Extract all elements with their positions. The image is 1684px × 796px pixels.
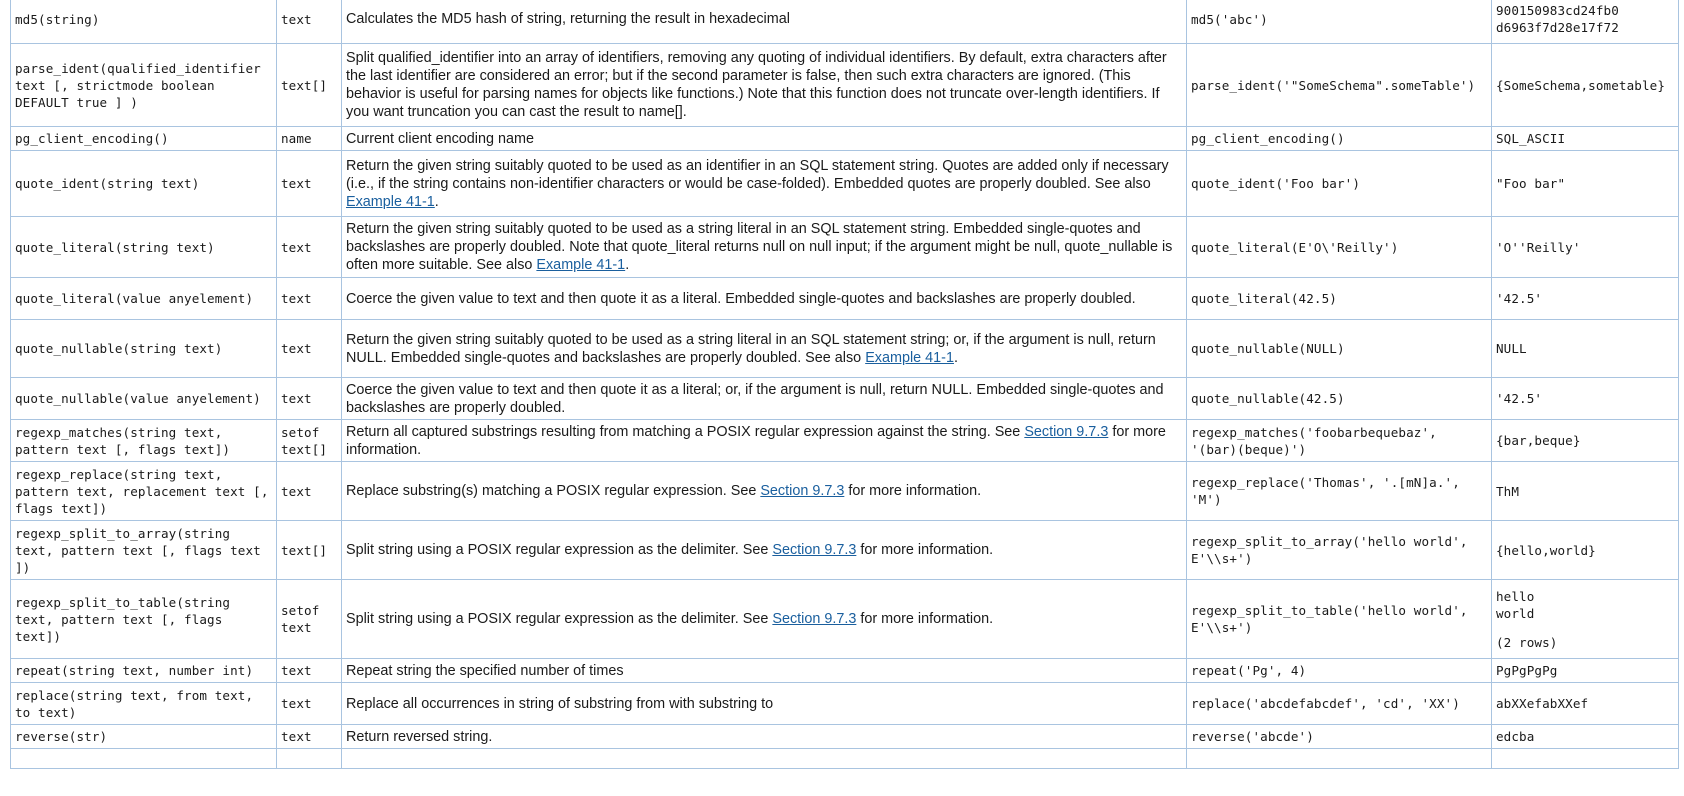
result-cell: edcba <box>1492 725 1679 749</box>
description-text-after: for more information. <box>856 542 994 558</box>
example-cell: reverse('abcde') <box>1187 725 1492 749</box>
description-cell: Coerce the given value to text and then quote it as a literal; or, if the argument is null, return NULL. Embedded single-quotes and backslashes are properly doubled. <box>342 378 1187 420</box>
example-link[interactable]: Example 41-1 <box>536 257 626 273</box>
table-row <box>11 749 1679 769</box>
return-type-cell: text <box>277 217 342 278</box>
table-row <box>11 44 1679 127</box>
description-text: Return the given string suitably quoted to be used as a string literal in an SQL statement string. Embedded single-quotes and backslashes are properly doubled. Note that quote_literal returns null on null input; if the argument might be null, quote_nullable is often more suitable. See also <box>346 221 1173 273</box>
function-cell: quote_ident(string text) <box>11 151 277 217</box>
description-cell: Calculates the MD5 hash of string, returning the result in hexadecimal <box>342 0 1187 44</box>
description-text: Return the given string suitably quoted to be used as a string literal in an SQL statement string; or, if the argument is null, return NULL. Embedded single-quotes and backslashes are properly doubled. See also <box>346 331 1156 366</box>
function-cell: reverse(str) <box>11 725 277 749</box>
description-text-after: for more information. <box>856 611 994 627</box>
description-text-after: for more information. <box>346 423 1166 458</box>
return-type-cell: text[] <box>277 44 342 127</box>
result-cell: "Foo bar" <box>1492 151 1679 217</box>
function-cell: quote_literal(string text) <box>11 217 277 278</box>
table-row <box>11 580 1679 659</box>
example-cell: quote_literal(E'O\'Reilly') <box>1187 217 1492 278</box>
result-cell: SQL_ASCII <box>1492 127 1679 151</box>
return-type-cell: setof text <box>277 580 342 659</box>
result-cell: NULL <box>1492 320 1679 378</box>
table-row <box>11 659 1679 683</box>
result-cell: '42.5' <box>1492 278 1679 320</box>
description-cell: Return reversed string. <box>342 725 1187 749</box>
function-cell: pg_client_encoding() <box>11 127 277 151</box>
function-cell: md5(string) <box>11 0 277 44</box>
function-cell: regexp_split_to_array(string text, pattern text [, flags text ]) <box>11 521 277 580</box>
return-type-cell: text <box>277 725 342 749</box>
example-cell: repeat('Pg', 4) <box>1187 659 1492 683</box>
description-text: Return all captured substrings resulting from matching a POSIX regular expression against the string. See <box>346 423 1025 440</box>
function-cell: replace(string text, from text, to text) <box>11 683 277 725</box>
function-cell: regexp_matches(string text, pattern text [, flags text]) <box>11 420 277 462</box>
example-cell: regexp_replace('Thomas', '.[mN]a.', 'M') <box>1187 462 1492 521</box>
result-cell: 900150983cd24fb0 d6963f7d28e17f72 <box>1492 0 1679 44</box>
function-cell: repeat(string text, number int) <box>11 659 277 683</box>
table-row <box>11 378 1679 420</box>
table-row <box>11 320 1679 378</box>
return-type-cell: text[] <box>277 521 342 580</box>
function-cell: regexp_split_to_table(string text, pattern text [, flags text]) <box>11 580 277 659</box>
section-link[interactable]: Section 9.7.3 <box>1024 423 1109 440</box>
example-cell: quote_literal(42.5) <box>1187 278 1492 320</box>
result-cell: {SomeSchema,sometable} <box>1492 44 1679 127</box>
return-type-cell: text <box>277 378 342 420</box>
description-cell: Return the given string suitably quoted to be used as a string literal in an SQL statement string; or, if the argument is null, return NULL. Embedded single-quotes and backslashes are properly doubled. See also Example 41-1. <box>342 320 1187 378</box>
result-cell: ThM <box>1492 462 1679 521</box>
return-type-cell: text <box>277 462 342 521</box>
example-cell: pg_client_encoding() <box>1187 127 1492 151</box>
string-functions-table <box>10 0 1679 769</box>
table-row <box>11 725 1679 749</box>
section-link[interactable]: Section 9.7.3 <box>772 611 857 627</box>
example-cell: regexp_split_to_table('hello world', E'\\s+') <box>1187 580 1492 659</box>
example-cell: replace('abcdefabcdef', 'cd', 'XX') <box>1187 683 1492 725</box>
result-cell: PgPgPgPg <box>1492 659 1679 683</box>
table-row <box>11 683 1679 725</box>
return-type-cell: text <box>277 320 342 378</box>
description-cell: Return the given string suitably quoted to be used as a string literal in an SQL statement string. Embedded single-quotes and backslashes are properly doubled. Note that quote_literal returns null on null input; if the argument might be null, quote_nullable is often more suitable. See also Example 41-1. <box>342 217 1187 278</box>
section-link[interactable]: Section 9.7.3 <box>772 542 857 558</box>
description-cell <box>342 462 1187 521</box>
description-cell: Current client encoding name <box>342 127 1187 151</box>
table-row <box>11 462 1679 521</box>
description-text: Split string using a POSIX regular expression as the delimiter. See <box>346 611 773 627</box>
function-cell: quote_literal(value anyelement) <box>11 278 277 320</box>
result-row-count: (2 rows) <box>1496 634 1558 650</box>
result-rows: hello world <box>1496 588 1535 621</box>
table-row <box>11 420 1679 462</box>
table-row <box>11 521 1679 580</box>
table-row <box>11 0 1679 44</box>
example-cell: quote_nullable(NULL) <box>1187 320 1492 378</box>
function-cell: quote_nullable(string text) <box>11 320 277 378</box>
description-cell: Split qualified_identifier into an array of identifiers, removing any quoting of individual identifiers. By default, extra characters after the last identifier are considered an error; but if the second parameter is false, then such extra characters are ignored. (This behavior is useful for parsing names for objects like functions.) Note that this function does not truncate over-length identifiers. If you want truncation you can cast the result to name[]. <box>342 44 1187 127</box>
table-row <box>11 278 1679 320</box>
result-cell <box>1492 580 1679 659</box>
table-row <box>11 217 1679 278</box>
description-cell <box>342 420 1187 462</box>
description-text: Split string using a POSIX regular expression as the delimiter. See <box>346 542 773 558</box>
return-type-cell: text <box>277 683 342 725</box>
table-row <box>11 127 1679 151</box>
result-cell: {hello,world} <box>1492 521 1679 580</box>
function-cell: quote_nullable(value anyelement) <box>11 378 277 420</box>
result-cell: 'O''Reilly' <box>1492 217 1679 278</box>
description-cell: Repeat string the specified number of times <box>342 659 1187 683</box>
example-cell: quote_ident('Foo bar') <box>1187 151 1492 217</box>
description-text: Replace substring(s) matching a POSIX regular expression. See <box>346 483 761 499</box>
description-cell <box>342 580 1187 659</box>
example-cell: regexp_matches('foobarbequebaz', '(bar)(beque)') <box>1187 420 1492 462</box>
example-link[interactable]: Example 41-1 <box>865 349 954 366</box>
description-cell <box>342 521 1187 580</box>
example-link[interactable]: Example 41-1 <box>346 193 435 210</box>
description-cell: Return the given string suitably quoted to be used as an identifier in an SQL statement string. Quotes are added only if necessary (i.e., if the string contains non-identifier characters or would be case-folded). Embedded quotes are properly doubled. See also Example 41-1. <box>342 151 1187 217</box>
example-cell: regexp_split_to_array('hello world', E'\\s+') <box>1187 521 1492 580</box>
functions-table-container <box>10 0 1678 769</box>
result-cell: abXXefabXXef <box>1492 683 1679 725</box>
return-type-cell: name <box>277 127 342 151</box>
return-type-cell: text <box>277 278 342 320</box>
section-link[interactable]: Section 9.7.3 <box>760 483 845 499</box>
example-cell: md5('abc') <box>1187 0 1492 44</box>
result-cell: '42.5' <box>1492 378 1679 420</box>
example-cell: quote_nullable(42.5) <box>1187 378 1492 420</box>
return-type-cell: setof text[] <box>277 420 342 462</box>
function-cell: parse_ident(qualified_identifier text [, strictmode boolean DEFAULT true ] ) <box>11 44 277 127</box>
description-text: Return the given string suitably quoted to be used as an identifier in an SQL statement string. Quotes are added only if necessary (i.e., if the string contains non-identifier characters or would be case-folded). Embedded quotes are properly doubled. See also <box>346 157 1169 192</box>
description-cell: Coerce the given value to text and then quote it as a literal. Embedded single-quotes and backslashes are properly doubled. <box>342 278 1187 320</box>
result-cell: {bar,beque} <box>1492 420 1679 462</box>
return-type-cell: text <box>277 151 342 217</box>
table-row <box>11 151 1679 217</box>
return-type-cell: text <box>277 659 342 683</box>
return-type-cell: text <box>277 0 342 44</box>
example-cell: parse_ident('"SomeSchema".someTable') <box>1187 44 1492 127</box>
description-text-after: for more information. <box>844 483 982 499</box>
function-cell: regexp_replace(string text, pattern text, replacement text [, flags text]) <box>11 462 277 521</box>
description-cell: Replace all occurrences in string of substring from with substring to <box>342 683 1187 725</box>
